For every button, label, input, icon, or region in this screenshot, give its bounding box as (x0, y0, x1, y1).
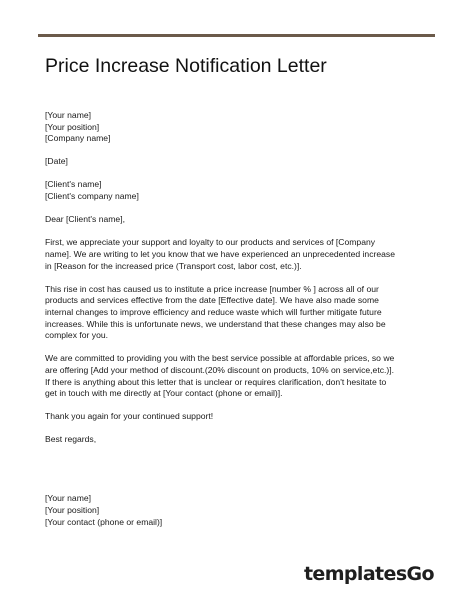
paragraph-line: get in touch with me directly at [Your contact (phone or email)]. (45, 388, 283, 399)
paragraph-line: increases. While this is unfortunate news, we understand that these changes may also be (45, 318, 386, 329)
paragraph-line: complex for you. (45, 330, 109, 341)
paragraph-line: name]. We are writing to let you know that we have experienced an unprecedented increase (45, 248, 396, 259)
logo-text-go: Go (406, 563, 434, 585)
paragraph-line: in [Reason for the increased price (Transport cost, labor cost, etc.)]. (45, 260, 302, 271)
paragraph-commitment (45, 353, 440, 400)
paragraph-price-increase (45, 284, 440, 343)
recipient-company: [Client's company name] (45, 191, 139, 202)
paragraph-line: Thank you again for your continued support! (45, 411, 214, 422)
paragraph-line: We are committed to providing you with the best service possible at affordable prices, so we (45, 353, 395, 364)
logo-text-templates: templates (303, 563, 407, 585)
salutation-block (45, 214, 440, 226)
paragraph-line: If there is anything about this letter that is unclear or requires clarification, don't hesitate to (45, 376, 387, 387)
paragraph-line: This rise in cost has caused us to institute a price increase [number % ] across all of our (45, 283, 379, 294)
header-divider (38, 34, 435, 37)
date-block (45, 156, 440, 168)
paragraph-line: First, we appreciate your support and loyalty to our products and services of [Company (45, 237, 376, 248)
signature-contact: [Your contact (phone or email)] (45, 516, 163, 527)
paragraph-thanks (45, 411, 440, 423)
sender-block (45, 110, 440, 145)
signature-block (45, 493, 440, 528)
signature-position: [Your position] (45, 504, 100, 515)
paragraph-line: products and services effective from the date [Effective date]. We have also made some (45, 295, 379, 306)
paragraph-line: internal changes to improve efficiency and reduce waste which will further mitigate future (45, 306, 382, 317)
recipient-name: [Client's name] (45, 179, 102, 190)
salutation: Dear [Client's name], (45, 214, 125, 225)
letter-body (45, 110, 440, 540)
closing-block (45, 434, 440, 446)
paragraph-appreciation (45, 237, 440, 272)
sender-company: [Company name] (45, 133, 111, 144)
templatesgo-logo (304, 563, 434, 585)
sender-position: [Your position] (45, 121, 100, 132)
closing: Best regards, (45, 434, 97, 445)
sender-name: [Your name] (45, 110, 92, 120)
recipient-block (45, 179, 440, 202)
letter-date: [Date] (45, 156, 68, 167)
paragraph-line: are offering [Add your method of discount.(20% discount on products, 10% on service,etc.)]. (45, 365, 395, 376)
signature-name: [Your name] (45, 493, 92, 504)
document-title: Price Increase Notification Letter (45, 55, 327, 77)
